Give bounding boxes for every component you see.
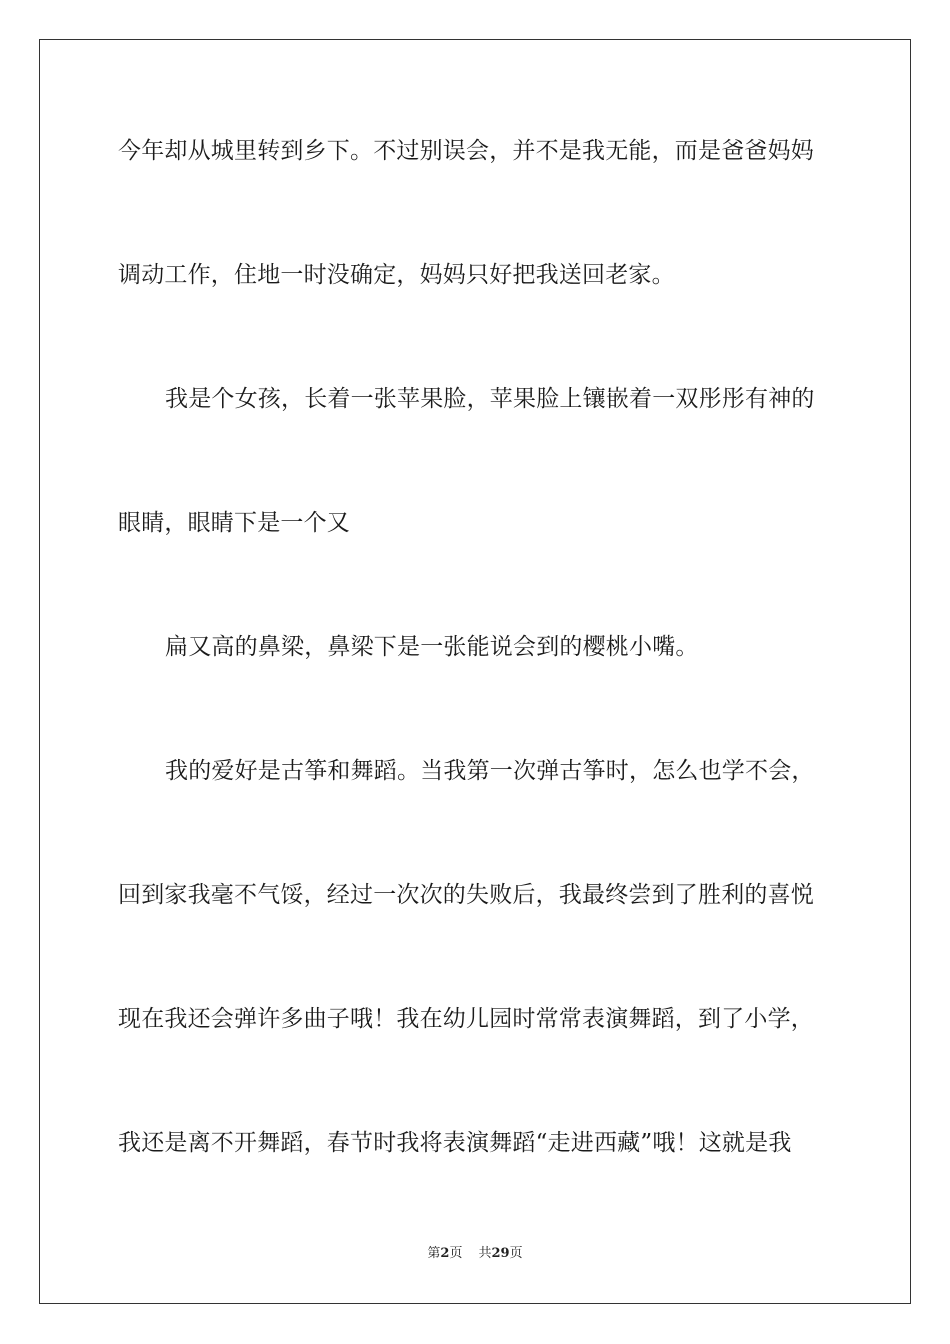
page-prefix: 第 (427, 1246, 441, 1261)
paragraph-line-6: 我的爱好是古筝和舞蹈。当我第一次弹古筝时，怎么也学不会， (165, 758, 815, 784)
paragraph-line-2: 调动工作，住地一时没确定，妈妈只好把我送回老家。 (118, 262, 675, 288)
page-footer (0, 1245, 950, 1263)
paragraph-line-5: 扁又高的鼻梁，鼻梁下是一张能说会到的樱桃小嘴。 (165, 634, 699, 660)
page-number: 2 (440, 1246, 450, 1261)
paragraph-line-8: 现在我还会弹许多曲子哦！我在幼儿园时常常表演舞蹈，到了小学， (118, 1006, 814, 1032)
total-pages: 29 (491, 1246, 510, 1261)
paragraph-line-3: 我是个女孩，长着一张苹果脸，苹果脸上镶嵌着一双彤彤有神的 (165, 386, 815, 412)
paragraph-line-1: 今年却从城里转到乡下。不过别误会，并不是我无能，而是爸爸妈妈 (118, 138, 814, 164)
total-suffix: 页 (509, 1246, 523, 1261)
total-prefix: 共 (478, 1246, 492, 1261)
page-suffix: 页 (449, 1246, 463, 1261)
paragraph-line-9: 我还是离不开舞蹈，春节时我将表演舞蹈“走进西藏”哦！这就是我 (118, 1130, 792, 1156)
page-border (39, 39, 911, 1304)
paragraph-line-4: 眼睛，眼睛下是一个又 (118, 510, 350, 536)
paragraph-line-7: 回到家我毫不气馁，经过一次次的失败后，我最终尝到了胜利的喜悦 (118, 882, 814, 908)
